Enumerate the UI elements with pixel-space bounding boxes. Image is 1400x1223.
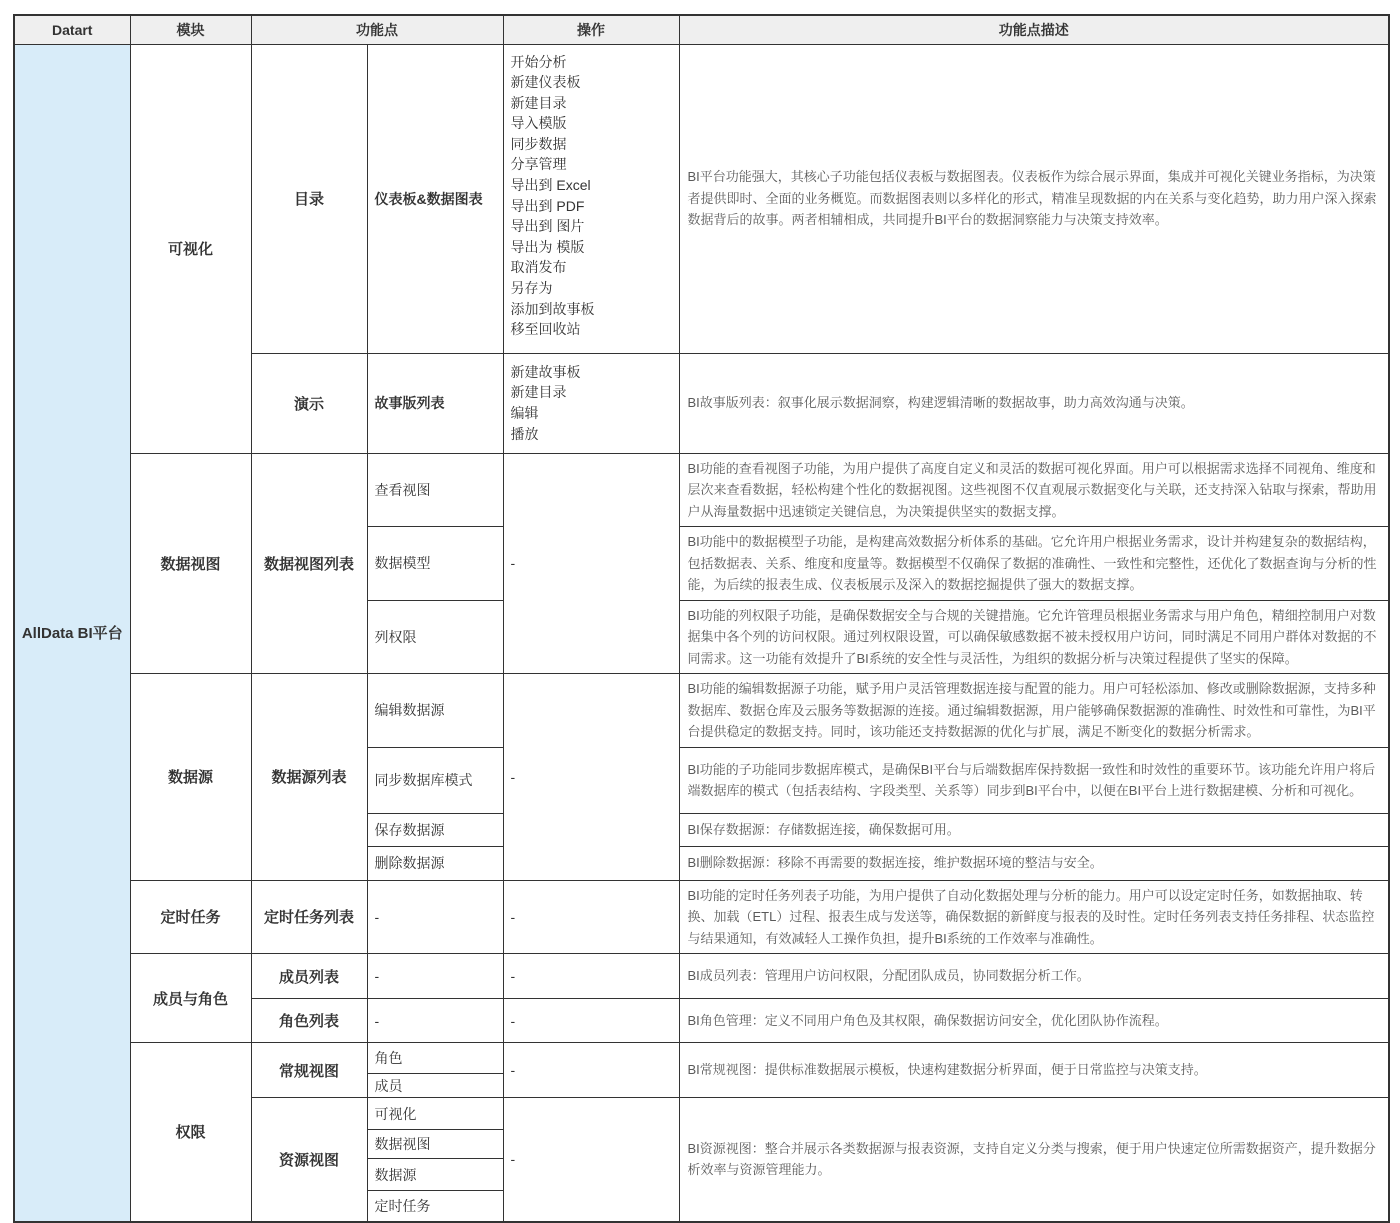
operation-item: 新建仪表板 — [510, 74, 581, 91]
description-edit-ds: BI功能的编辑数据源子功能，赋予用户灵活管理数据连接与配置的能力。用户可轻松添加、修改或删除数据源，支持多种数据库、数据仓库及云服务等数据源的连接。通过编辑数据源，用户能够确保数据源的准确性、时效性和可靠性，为BI平台提供稳定的数据支持。同时，该功能还支持数据源的优化与扩展，满足不断变化的数据分析需求。 — [679, 674, 1389, 748]
feature-dataview-list: 数据视图列表 — [251, 453, 367, 674]
description-view-view: BI功能的查看视图子功能，为用户提供了高度自定义和灵活的数据可视化界面。用户可以根据需求选择不同视角、维度和层次来查看数据，轻松构建个性化的数据视图。这些视图不仅直观展示数据变化与关联，还支持深入钻取与探索，帮助用户从海量数据中迅速锁定关键信息，为决策提供坚实的数据支撑。 — [679, 453, 1389, 527]
subfeature-save-ds: 保存数据源 — [367, 813, 503, 846]
subfeature-p-schedule: 定时任务 — [367, 1191, 503, 1222]
dash-cell: - — [503, 674, 679, 881]
operation-item: 导出到 图片 — [510, 218, 585, 235]
feature-schedule-list: 定时任务列表 — [251, 880, 367, 954]
operation-item: 新建目录 — [510, 384, 567, 401]
operation-item: 播放 — [510, 425, 539, 442]
feature-matrix — [13, 14, 1390, 1223]
subfeature-p-dataview: 数据视图 — [367, 1130, 503, 1159]
operation-item: 导出到 PDF — [510, 197, 585, 214]
subfeature-dashboard-chart: 仪表板&数据图表 — [367, 44, 503, 353]
subfeature-p-datasource: 数据源 — [367, 1159, 503, 1191]
feature-demo: 演示 — [251, 353, 367, 453]
dash-cell: - — [503, 453, 679, 674]
feature-catalog: 目录 — [251, 44, 367, 353]
subfeature-storyboard-list: 故事版列表 — [367, 353, 503, 453]
platform-cell: AllData BI平台 — [14, 44, 130, 1222]
description-normal-view: BI常规视图：提供标准数据展示模板，快速构建数据分析界面，便于日常监控与决策支持。 — [679, 1043, 1389, 1098]
feature-role-list: 角色列表 — [251, 999, 367, 1043]
subfeature-column-perm: 列权限 — [367, 600, 503, 674]
subfeature-data-model: 数据模型 — [367, 527, 503, 601]
operation-item: 导出为 模版 — [510, 238, 585, 255]
dash-cell: - — [367, 999, 503, 1043]
description-data-model: BI功能中的数据模型子功能，是构建高效数据分析体系的基础。它允许用户根据业务需求，设计并构建复杂的数据结构，包括数据表、关系、维度和度量等。数据模型不仅确保了数据的准确性、一致性和完整性，还优化了数据查询与分析的性能，为后续的报表生成、仪表板展示及深入的数据挖掘提供了强大的数据支撑。 — [679, 527, 1389, 601]
operation-item: 另存为 — [510, 280, 553, 297]
dash-cell: - — [503, 999, 679, 1043]
header-operation: 操作 — [503, 15, 679, 44]
module-datasource: 数据源 — [130, 674, 251, 881]
feature-normal-view: 常规视图 — [251, 1043, 367, 1098]
header-module: 模块 — [130, 15, 251, 44]
header-datart: Datart — [14, 15, 130, 44]
dash-cell: - — [367, 954, 503, 999]
operation-item: 新建目录 — [510, 94, 567, 111]
subfeature-role: 角色 — [367, 1043, 503, 1074]
header-feature: 功能点 — [251, 15, 503, 44]
description-delete-ds: BI删除数据源：移除不再需要的数据连接，维护数据环境的整洁与安全。 — [679, 846, 1389, 880]
subfeature-delete-ds: 删除数据源 — [367, 846, 503, 880]
operations-demo — [503, 353, 679, 453]
dash-cell: - — [367, 880, 503, 954]
description-resource-view: BI资源视图：整合并展示各类数据源与报表资源，支持自定义分类与搜索，便于用户快速定位所需数据资产，提升数据分析效率与资源管理能力。 — [679, 1098, 1389, 1222]
description-catalog: BI平台功能强大，其核心子功能包括仪表板与数据图表。仪表板作为综合展示界面，集成并可视化关键业务指标，为决策者提供即时、全面的业务概览。而数据图表则以多样化的形式，精准呈现数据的内在关系与变化趋势，助力用户深入探索数据背后的故事。两者相辅相成，共同提升BI平台的数据洞察能力与决策支持效率。 — [679, 44, 1389, 353]
description-role-list: BI角色管理：定义不同用户角色及其权限，确保数据访问安全，优化团队协作流程。 — [679, 999, 1389, 1043]
dash-cell: - — [503, 880, 679, 954]
operation-item: 移至回收站 — [510, 321, 581, 338]
subfeature-member: 成员 — [367, 1074, 503, 1098]
operation-item: 新建故事板 — [510, 363, 581, 380]
feature-resource-view: 资源视图 — [251, 1098, 367, 1222]
module-permission: 权限 — [130, 1043, 251, 1222]
module-schedule: 定时任务 — [130, 880, 251, 954]
operations-catalog — [503, 44, 679, 353]
feature-member-list: 成员列表 — [251, 954, 367, 999]
operation-item: 添加到故事板 — [510, 300, 595, 317]
operation-item: 取消发布 — [510, 259, 567, 276]
subfeature-edit-ds: 编辑数据源 — [367, 674, 503, 748]
description-save-ds: BI保存数据源：存储数据连接，确保数据可用。 — [679, 813, 1389, 846]
module-dataview: 数据视图 — [130, 453, 251, 674]
operation-item: 同步数据 — [510, 135, 567, 152]
feature-matrix-table — [13, 14, 1390, 1223]
description-sync-db: BI功能的子功能同步数据库模式，是确保BI平台与后端数据库保持数据一致性和时效性的重要环节。该功能允许用户将后端数据库的模式（包括表结构、字段类型、关系等）同步到BI平台中，以便在BI平台上进行数据建模、分析和可视化。 — [679, 747, 1389, 813]
operation-item: 编辑 — [510, 405, 539, 421]
module-members: 成员与角色 — [130, 954, 251, 1043]
description-member-list: BI成员列表：管理用户访问权限，分配团队成员，协同数据分析工作。 — [679, 954, 1389, 999]
header-description: 功能点描述 — [679, 15, 1389, 44]
module-visualization: 可视化 — [130, 44, 251, 453]
description-schedule: BI功能的定时任务列表子功能，为用户提供了自动化数据处理与分析的能力。用户可以设定定时任务，如数据抽取、转换、加载（ETL）过程、报表生成与发送等，确保数据的新鲜度与报表的及时性。定时任务列表支持任务排程、状态监控与结果通知，有效减轻人工操作负担，提升BI系统的工作效率与准确性。 — [679, 880, 1389, 954]
dash-cell: - — [503, 1098, 679, 1222]
subfeature-p-visualization: 可视化 — [367, 1098, 503, 1130]
subfeature-sync-db: 同步数据库模式 — [367, 747, 503, 813]
operation-item: 分享管理 — [510, 156, 567, 173]
description-storyboard: BI故事版列表：叙事化展示数据洞察，构建逻辑清晰的数据故事，助力高效沟通与决策。 — [679, 353, 1389, 453]
operation-item: 开始分析 — [510, 53, 567, 70]
operation-item: 导入模版 — [510, 115, 567, 132]
subfeature-view-view: 查看视图 — [367, 453, 503, 527]
feature-datasource-list: 数据源列表 — [251, 674, 367, 881]
operation-item: 导出到 Excel — [510, 177, 591, 194]
description-column-perm: BI功能的列权限子功能，是确保数据安全与合规的关键措施。它允许管理员根据业务需求与用户角色，精细控制用户对数据集中各个列的访问权限。通过列权限设置，可以确保敏感数据不被未授权用户访问，同时满足不同用户群体对数据的不同需求。这一功能有效提升了BI系统的安全性与灵活性，为组织的数据分析与决策过程提供了坚实的保障。 — [679, 600, 1389, 674]
dash-cell: - — [503, 1043, 679, 1098]
dash-cell: - — [503, 954, 679, 999]
